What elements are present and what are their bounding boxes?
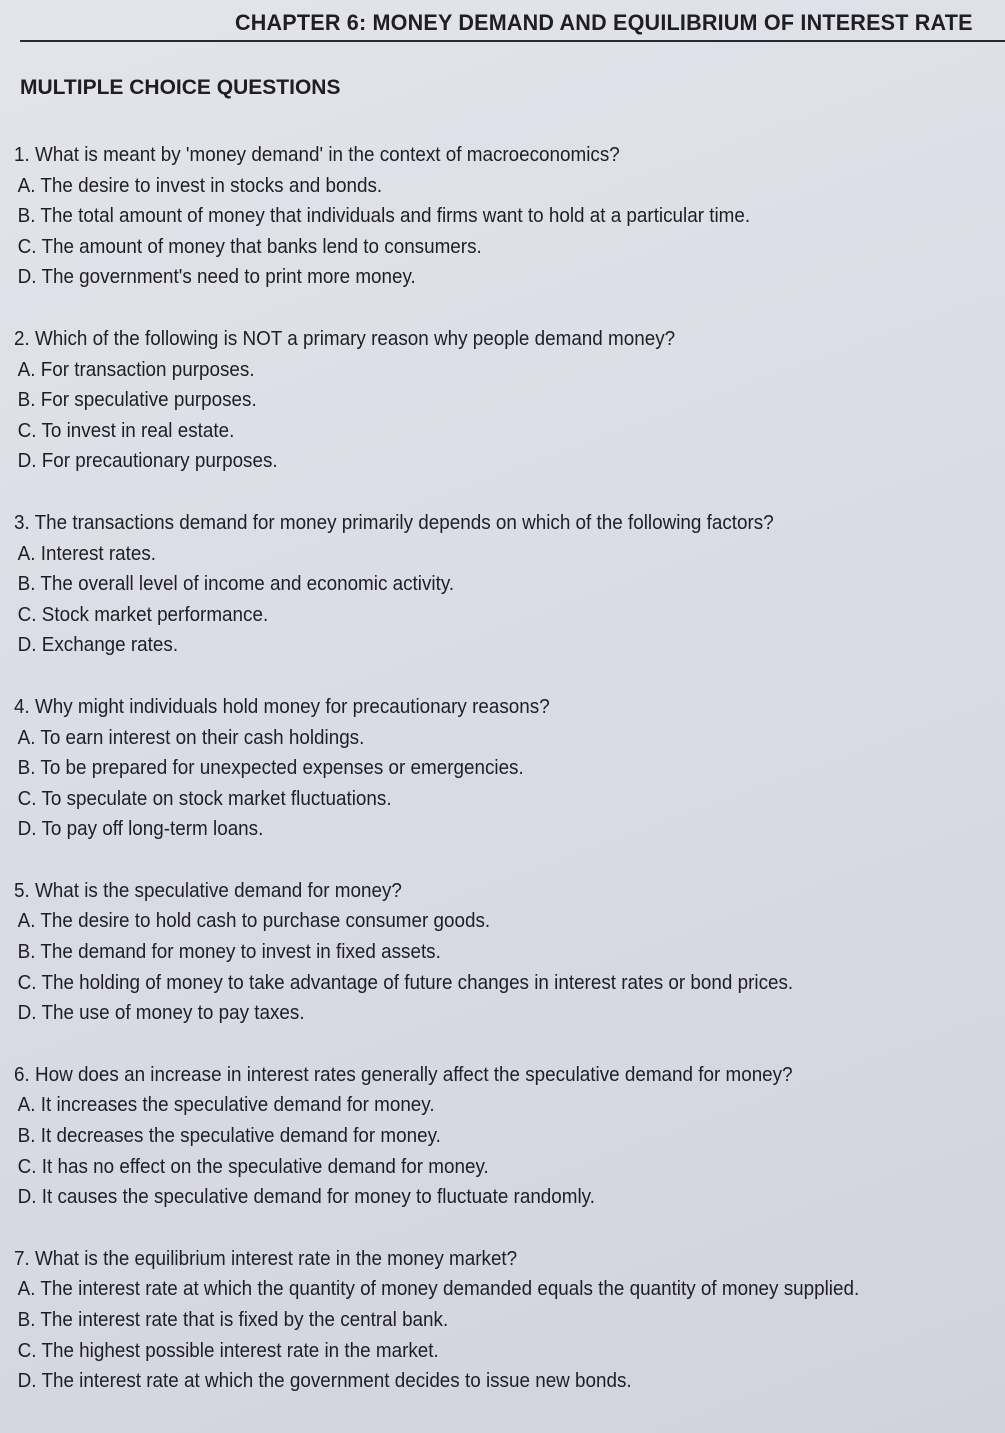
option-c: C. The amount of money that banks lend to consumers. bbox=[17, 234, 482, 258]
question-text: 5. What is the speculative demand for money? bbox=[14, 878, 402, 902]
question-1 bbox=[14, 140, 999, 293]
option-d: D. The government's need to print more money. bbox=[17, 265, 416, 289]
option-c: C. The highest possible interest rate in the market. bbox=[17, 1338, 439, 1362]
question-text: 7. What is the equilibrium interest rate in the money market? bbox=[14, 1246, 518, 1270]
option-a: A. To earn interest on their cash holdings. bbox=[17, 725, 365, 749]
question-6 bbox=[14, 1060, 999, 1213]
question-7 bbox=[14, 1244, 999, 1397]
question-3 bbox=[14, 508, 999, 661]
question-text: 3. The transactions demand for money primarily depends on which of the following factors? bbox=[14, 510, 774, 534]
question-4 bbox=[14, 692, 999, 845]
option-a: A. The interest rate at which the quantity of money demanded equals the quantity of money supplied. bbox=[17, 1277, 860, 1301]
option-d: D. It causes the speculative demand for money to fluctuate randomly. bbox=[17, 1185, 595, 1209]
option-d: D. To pay off long-term loans. bbox=[17, 817, 264, 841]
option-d: D. For precautionary purposes. bbox=[17, 449, 278, 473]
option-b: B. The demand for money to invest in fixed assets. bbox=[17, 940, 441, 964]
option-b: B. The interest rate that is fixed by the central bank. bbox=[17, 1308, 449, 1331]
option-b: B. To be prepared for unexpected expenses or emergencies. bbox=[17, 756, 524, 780]
option-d: D. Exchange rates. bbox=[17, 633, 179, 657]
option-a: A. For transaction purposes. bbox=[17, 357, 255, 381]
question-text: 6. How does an increase in interest rates generally affect the speculative demand for money? bbox=[14, 1062, 793, 1086]
option-a: A. The desire to invest in stocks and bonds. bbox=[17, 173, 383, 197]
question-text: 1. What is meant by 'money demand' in the context of macroeconomics? bbox=[14, 143, 620, 166]
question-list bbox=[14, 140, 999, 1428]
question-text: 2. Which of the following is NOT a primary reason why people demand money? bbox=[14, 326, 676, 350]
option-c: C. It has no effect on the speculative demand for money. bbox=[17, 1154, 489, 1178]
option-b: B. The total amount of money that individuals and firms want to hold at a particular time. bbox=[17, 204, 751, 228]
option-a: A. It increases the speculative demand for money. bbox=[17, 1093, 435, 1117]
option-c: C. The holding of money to take advantage of future changes in interest rates or bond prices. bbox=[17, 970, 794, 994]
title-divider bbox=[20, 40, 1005, 42]
option-b: B. The overall level of income and economic activity. bbox=[17, 572, 455, 596]
option-c: C. Stock market performance. bbox=[17, 602, 269, 626]
option-b: B. For speculative purposes. bbox=[17, 388, 257, 412]
option-a: A. Interest rates. bbox=[17, 541, 157, 565]
option-b: B. It decreases the speculative demand for money. bbox=[17, 1124, 441, 1148]
option-d: D. The interest rate at which the government decides to issue new bonds. bbox=[17, 1369, 632, 1393]
option-d: D. The use of money to pay taxes. bbox=[17, 1001, 305, 1025]
section-title: MULTIPLE CHOICE QUESTIONS bbox=[20, 76, 341, 99]
option-c: C. To speculate on stock market fluctuations. bbox=[17, 786, 392, 810]
chapter-title: CHAPTER 6: MONEY DEMAND AND EQUILIBRIUM OF INTEREST RATE bbox=[235, 10, 973, 35]
question-text: 4. Why might individuals hold money for precautionary reasons? bbox=[14, 694, 550, 718]
option-c: C. To invest in real estate. bbox=[17, 418, 235, 442]
question-2 bbox=[14, 324, 999, 477]
question-5 bbox=[14, 876, 999, 1029]
option-a: A. The desire to hold cash to purchase consumer goods. bbox=[17, 909, 491, 933]
